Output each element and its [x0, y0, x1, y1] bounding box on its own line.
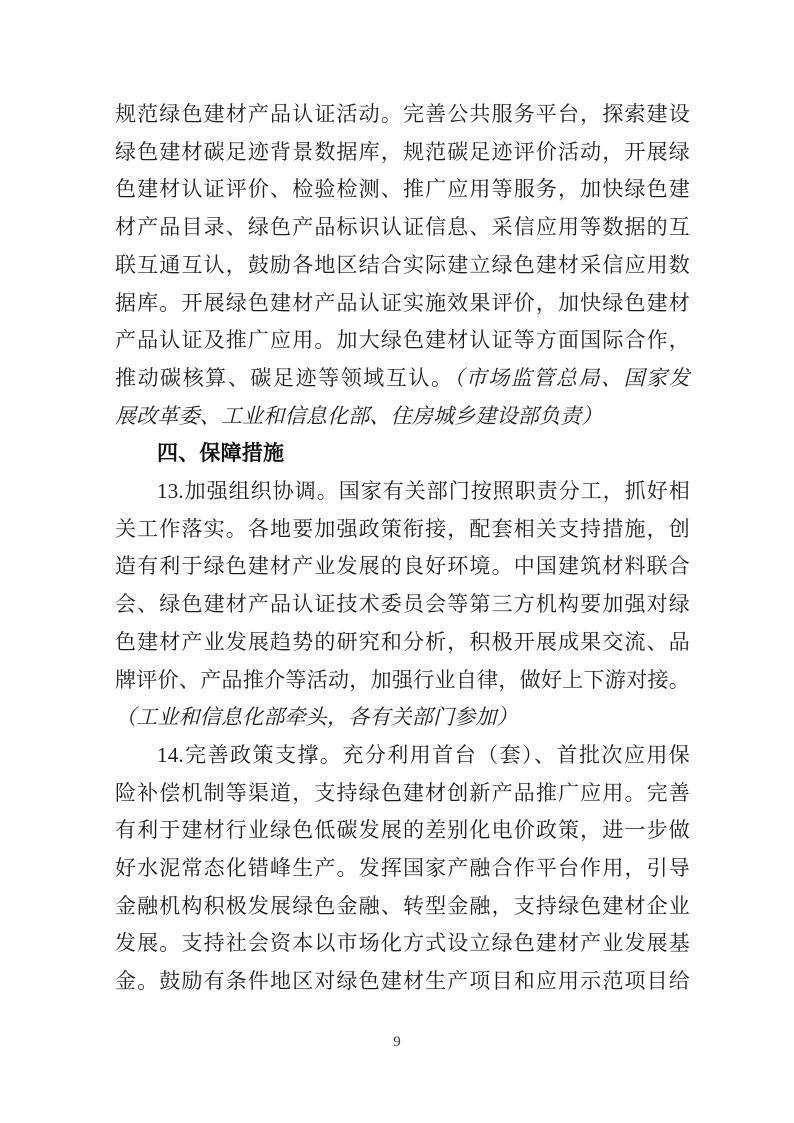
text-line	[115, 624, 690, 662]
body-text: 金融机构积极发展绿色金融、转型金融，支持绿色建材企业	[115, 893, 690, 918]
text-line	[115, 247, 690, 285]
paragraph-item-14	[115, 737, 690, 1001]
paragraph-certification-continuation	[115, 96, 690, 435]
text-line	[115, 925, 690, 963]
paragraph-item-13	[115, 473, 690, 737]
page-footer	[0, 1032, 794, 1052]
body-text: 产品认证及推广应用。加大绿色建材认证等方面国际合作，	[115, 328, 690, 353]
body-text: 色建材认证评价、检验检测、推广应用等服务，加快绿色建	[115, 177, 690, 202]
text-line	[115, 511, 690, 549]
responsible-department-text: （工业和信息化部牵头，各有关部门参加）	[115, 705, 518, 730]
body-text: 好水泥常态化错峰生产。发挥国家产融合作平台作用，引导	[115, 856, 690, 881]
text-line	[115, 171, 690, 209]
body-text: 造有利于绿色建材产业发展的良好环境。中国建筑材料联合	[115, 554, 690, 579]
body-text: 会、绿色建材产品认证技术委员会等第三方机构要加强对绿	[115, 592, 690, 617]
body-text: 险补偿机制等渠道，支持绿色建材创新产品推广应用。完善	[115, 780, 690, 805]
text-line	[115, 285, 690, 323]
body-text: 绿色建材碳足迹背景数据库，规范碳足迹评价活动，开展绿	[115, 139, 690, 164]
body-text: 发展。支持社会资本以市场化方式设立绿色建材产业发展基	[115, 931, 690, 956]
body-text: 色建材产业发展趋势的研究和分析，积极开展成果交流、品	[115, 629, 690, 654]
body-text: 材产品目录、绿色产品标识认证信息、采信应用等数据的互	[115, 215, 690, 240]
text-line	[115, 888, 690, 926]
text-line	[115, 737, 690, 775]
body-text: 推动碳核算、碳足迹等领域互认。	[115, 365, 454, 390]
text-line	[115, 473, 690, 511]
document-body	[115, 96, 690, 1001]
body-text: 规范绿色建材产品认证活动。完善公共服务平台，探索建设	[115, 102, 690, 126]
body-text: 金。鼓励有条件地区对绿色建材生产项目和应用示范项目给	[115, 969, 690, 994]
text-line	[115, 699, 690, 737]
text-line	[115, 360, 690, 398]
section-heading-text: 四、保障措施	[157, 442, 285, 466]
body-text: 有利于建材行业绿色低碳发展的差别化电价政策，进一步做	[115, 818, 690, 843]
body-text: 13.加强组织协调。国家有关部门按照职责分工，抓好相	[157, 479, 690, 504]
text-line	[115, 398, 690, 436]
body-text: 据库。开展绿色建材产品认证实施效果评价，加快绿色建材	[115, 290, 690, 315]
body-text: 14.完善政策支撑。充分利用首台（套）、首批次应用保	[157, 742, 690, 767]
text-line	[115, 548, 690, 586]
text-line	[115, 662, 690, 700]
responsible-department-text: （市场监管总局、国家发	[453, 365, 690, 390]
page-number: 9	[393, 1034, 401, 1050]
body-text: 牌评价、产品推介等活动，加强行业自律，做好上下游对接。	[115, 667, 690, 692]
section-heading	[115, 435, 690, 473]
text-line	[115, 812, 690, 850]
responsible-department-text: 展改革委、工业和信息化部、住房城乡建设部负责）	[115, 403, 603, 428]
text-line	[115, 134, 690, 172]
body-text: 关工作落实。各地要加强政策衔接，配套相关支持措施，创	[115, 516, 690, 541]
text-line	[115, 963, 690, 1001]
body-text: 联互通互认，鼓励各地区结合实际建立绿色建材采信应用数	[115, 252, 690, 277]
text-line	[115, 209, 690, 247]
text-line	[115, 586, 690, 624]
section-heading-4	[115, 435, 690, 473]
text-line	[115, 775, 690, 813]
text-line	[115, 850, 690, 888]
text-line	[115, 322, 690, 360]
text-line	[115, 96, 690, 134]
